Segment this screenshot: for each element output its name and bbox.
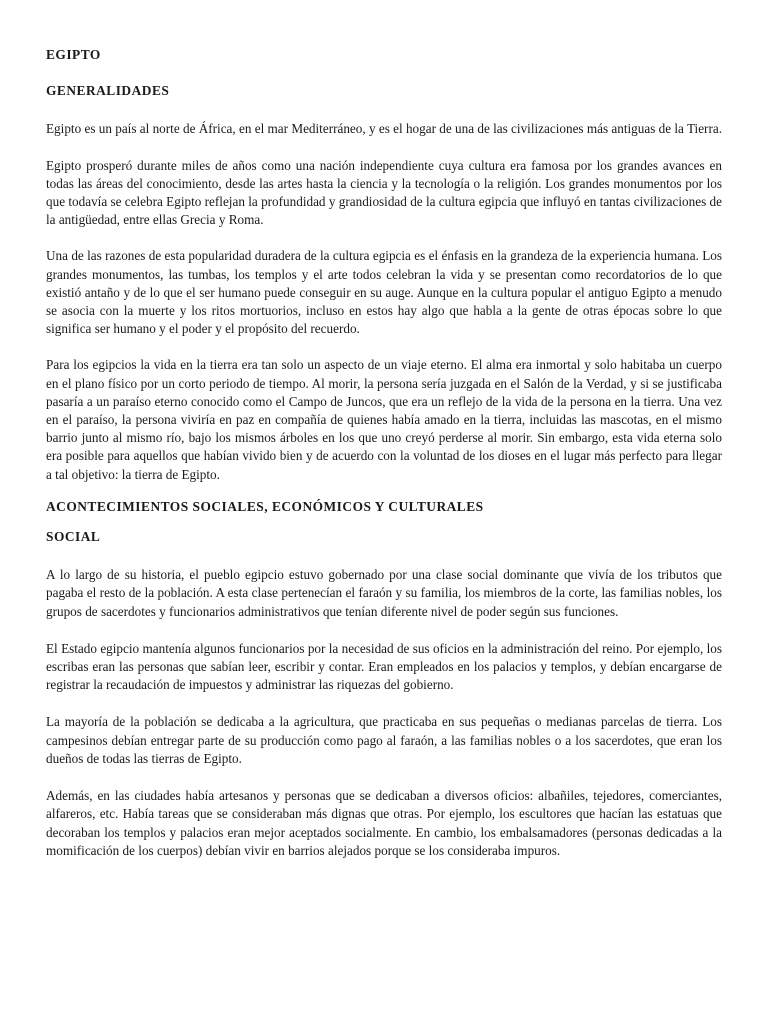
- section-heading-social: SOCIAL: [46, 529, 101, 545]
- paragraph: Egipto prosperó durante miles de años como una nación independiente cuya cultura era famosa por los grandes avances en todas las áreas del conocimiento, desde las artes hasta la ciencia y la tecnología o la religión. Los grandes monumentos por los que todavía se celebra Egipto reflejan la profundidad y grandiosidad de la cultura egipcia que influyó en tantas civilizaciones de la antigüedad, entre ellas Grecia y Roma.: [46, 157, 722, 228]
- document-title: EGIPTO: [46, 47, 101, 62]
- paragraph: Además, en las ciudades había artesanos y personas que se dedicaban a diversos oficios: albañiles, tejedores, comerciantes, alfareros, etc. Había tareas que se consideraban más dignas que otras. Por ejemplo, los escultores que hacían las estatuas que decoraban los templos y palacios eran mejor aceptados socialmente. En cambio, los embalsamadores (personas dedicadas a la momificación de los cuerpos) debían vivir en barrios alejados porque se los consideraba impuros.: [46, 788, 722, 858]
- paragraph: A lo largo de su historia, el pueblo egipcio estuvo gobernado por una clase social dominante que vivía de los tributos que pagaba el resto de la población. A esta clase pertenecían el faraón y su familia, los miembros de la corte, las familias nobles, los grupos de sacerdotes y funcionarios administrativos que tenían diferente nivel de poder según sus funciones.: [46, 567, 722, 619]
- paragraph: Egipto es un país al norte de África, en el mar Mediterráneo, y es el hogar de una de las civilizaciones más antiguas de la Tierra.: [46, 121, 722, 137]
- paragraph: El Estado egipcio mantenía algunos funcionarios por la necesidad de sus oficios en la administración del reino. Por ejemplo, los escribas eran las personas que sabían leer, escribir y contar. Eran empleados en los palacios y templos, y debían encargarse de registrar la recaudación de impuestos y administrar las riquezas del gobierno.: [46, 640, 722, 693]
- paragraph: Una de las razones de esta popularidad duradera de la cultura egipcia es el énfasis en la grandeza de la experiencia humana. Los grandes monumentos, las tumbas, los templos y el arte todos celebran la vida y se presentan como recordatorios de lo que existió antaño y de lo que el ser humano puede conseguir en su auge. Aunque en la cultura popular el antiguo Egipto a menudo se asocia con la muerte y los ritos mortuorios, incluso en estos hay algo que habla a la gente de otras épocas sobre lo que significa ser humano y el poder y el propósito del recuerdo.: [46, 248, 722, 337]
- paragraph: La mayoría de la población se dedicaba a la agricultura, que practicaba en sus pequeñas o medianas parcelas de tierra. Los campesinos debían entregar parte de su producción como pago al faraón, a las familias nobles o a los sacerdotes, que eran los dueños de todas las tierras de Egipto.: [46, 714, 722, 766]
- paragraph: Para los egipcios la vida en la tierra era tan solo un aspecto de un viaje eterno. El alma era inmortal y solo habitaba un cuerpo en el plano físico por un corto periodo de tiempo. Al morir, la persona sería juzgada en el Salón de la Verdad, y si se justificaba pasaría a un paraíso eterno conocido como el Campo de Juncos, que era un reflejo de la vida de la persona en la tierra. Una vez en el paraíso, la persona viviría en paz en compañía de quienes había amado en la tierra, incluidas las mascotas, en el mismo barrio junto al mismo río, bajo los mismos árboles en los que uno creyó perderse al morir. Sin embargo, esta vida eterna solo era posible para aquellos que habían vivido bien y de acuerdo con la voluntad de los dioses en el lugar más perfecto para llegar a tal objetivo: la tierra de Egipto.: [46, 357, 722, 482]
- section-heading-generalidades: GENERALIDADES: [46, 83, 170, 99]
- section-heading-acontecimientos: ACONTECIMIENTOS SOCIALES, ECONÓMICOS Y CULTURALES: [46, 498, 484, 514]
- document-page: [46, 46, 722, 879]
